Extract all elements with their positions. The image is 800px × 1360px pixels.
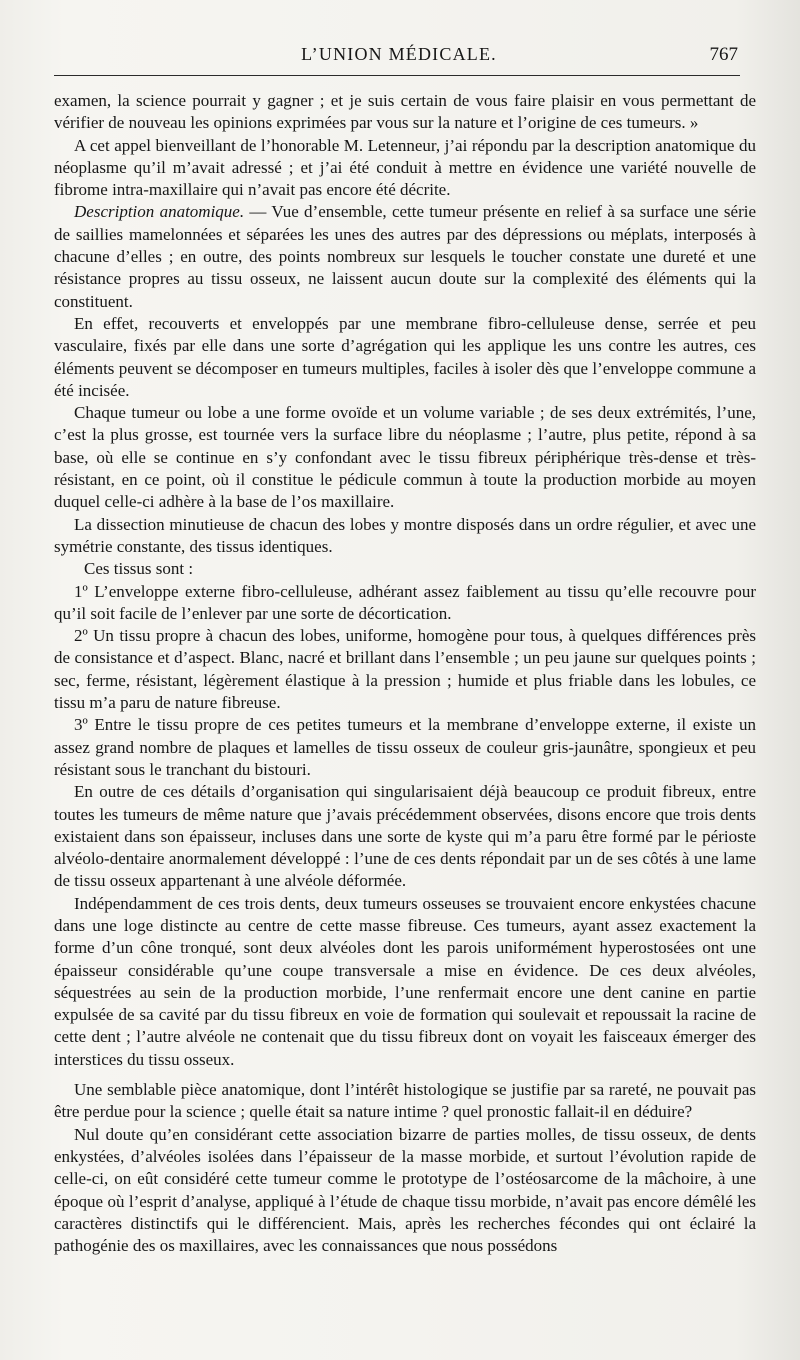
header-rule	[54, 75, 740, 76]
running-title: L’UNION MÉDICALE.	[301, 44, 497, 64]
paragraph-13: Une semblable pièce anatomique, dont l’intérêt histologique se justifie par sa rareté, ne pouvait pas être perdue pour la science ; quelle était sa nature intime ? quel pronostic fallait-il en déduire?	[54, 1080, 756, 1122]
section-heading: Description anatomique.	[74, 202, 245, 222]
paragraph-5: Chaque tumeur ou lobe a une forme ovoïde et un volume variable ; de ses deux extrémités, l’une, c’est la plus grosse, est tournée vers la surface libre du néoplasme ; l’autre, plus petite, répond à sa base, où elle se continue en s’y confondant avec le tissu fibreux périphérique très-dense et très-résistant, en ce point, où il constitue le pédicule commun à toute la production morbide au moyen duquel celle-ci adhère à la base de l’os maxillaire.	[54, 403, 756, 512]
paragraph-1: examen, la science pourrait y gagner ; et je suis certain de vous faire plaisir en vous permettant de vérifier de nouveau les opinions exprimées par vous sur la nature et l’origine de ces tumeurs. »	[54, 91, 756, 133]
paragraph-11: En outre de ces détails d’organisation qui singularisaient déjà beaucoup ce produit fibreux, entre toutes les tumeurs de même nature que j’avais précédemment observées, disons encore que trois dents existaient dans son épaisseur, incluses dans une sorte de kyste qui m’a paru être formé par le périoste alvéolo-dentaire anormalement développé : l’une de ces dents répondait par un de ses côtés à une lame de tissu osseux appartenant à une alvéole déformée.	[54, 782, 756, 891]
page-header	[54, 44, 744, 78]
page-number: 767	[709, 44, 738, 65]
paragraph-6: La dissection minutieuse de chacun des lobes y montre disposés dans un ordre régulier, et avec une symétrie constante, des tissus identiques.	[54, 514, 756, 556]
paragraph-14: Nul doute qu’en considérant cette association bizarre de parties molles, de tissu osseux, de dents enkystées, d’alvéoles isolées dans l’épaisseur de la masse morbide, et surtout l’évolution rapide de celle-ci, on eût considéré cette tumeur comme le prototype de l’ostéosarcome de la mâchoire, à une époque où l’esprit d’analyse, appliqué à l’étude de chaque tissu morbide, n’avait pas encore démêlé les caractères distinctifs qui le différencient. Mais, après les recherches fécondes qui ont éclairé la pathogénie des os maxillaires, avec les connaissances que nous possédons	[54, 1124, 756, 1256]
paragraph-2: A cet appel bienveillant de l’honorable M. Letenneur, j’ai répondu par la description anatomique du néoplasme qu’il m’avait adressé ; et j’ai été conduit à mettre en évidence une variété nouvelle de fibrome intra-maxillaire qui n’avait pas encore été décrite.	[54, 135, 756, 200]
paragraph-9: 2º Un tissu propre à chacun des lobes, uniforme, homogène pour tous, à quelques différences près de consistance et d’aspect. Blanc, nacré et brillant dans l’ensemble ; un peu jaune sur quelques points ; sec, ferme, résistant, légèrement élastique à la pression ; humide et plus friable dans les lobules, ce tissu m’a paru de nature fibreuse.	[54, 626, 756, 713]
paragraph-10: 3º Entre le tissu propre de ces petites tumeurs et la membrane d’enveloppe externe, il existe un assez grand nombre de plaques et lamelles de tissu osseux de couleur gris-jaunâtre, spongieux et peu résistant sous le tranchant du bistouri.	[54, 715, 756, 779]
paragraph-3-text: — Vue d’ensemble, cette tumeur présente en relief à sa surface une série de saillies mamelonnées et séparées les unes des autres par des dépressions ou méplats, interposés à chacune d’elles ; en outre, des points nombreux sur lesquels le toucher constate une dureté et une résistance propres au tissu osseux, ne laissent aucun doute sur la complexité des éléments qui la constituent.	[54, 202, 756, 311]
article-body	[54, 90, 756, 1257]
paragraph-4: En effet, recouverts et enveloppés par une membrane fibro-celluleuse dense, serrée et peu vasculaire, fixés par elle dans une sorte d’agrégation qui les applique les uns contre les autres, ces éléments peuvent se décomposer en tumeurs multiples, faciles à isoler dès que l’enveloppe commune a été incisée.	[54, 313, 756, 400]
paragraph-7: Ces tissus sont :	[84, 559, 194, 579]
paragraph-12: Indépendamment de ces trois dents, deux tumeurs osseuses se trouvaient encore enkystées chacune dans une loge distincte au centre de cette masse fibreuse. Ces tumeurs, ayant assez exactement la forme d’un cône tronqué, sont deux alvéoles dont les parois uniformément hyperostosées ont une épaisseur considérable qu’une coupe transversale a mise en évidence. De ces deux alvéoles, séquestrées au sein de la production morbide, l’une renfermait encore une dent canine en partie expulsée de sa cavité par du tissu fibreux en voie de formation qui soulevait et repoussait la racine de cette dent ; l’autre alvéole ne contenait que du tissu fibreux dont on voyait les faisceaux émerger des interstices du tissu osseux.	[54, 893, 756, 1069]
paragraph-8: 1º L’enveloppe externe fibro-celluleuse, adhérant assez faiblement au tissu qu’elle recouvre pour qu’il soit facile de l’enlever par une sorte de décortication.	[54, 581, 756, 623]
paragraph-3	[54, 201, 756, 312]
